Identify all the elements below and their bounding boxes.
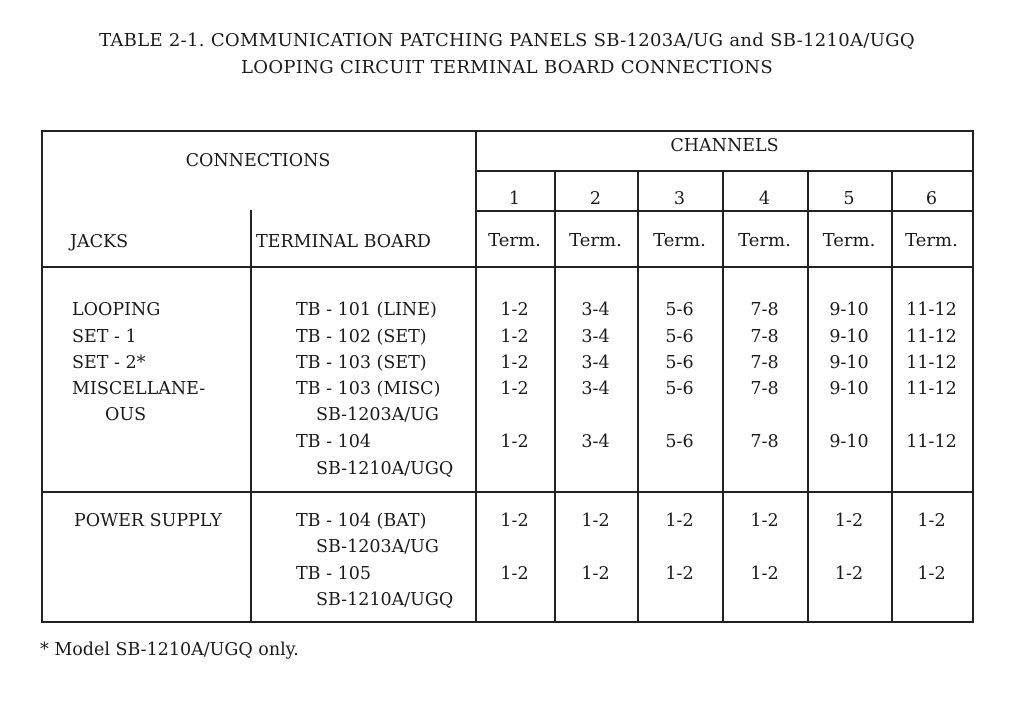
terminal-board: TB - 103 (SET) [296,353,427,373]
jack-label: MISCELLANE- [72,379,206,399]
channel-value: 1-2 [750,511,779,531]
channel-value: 9-10 [829,353,869,373]
channel-value: 1-2 [500,432,529,452]
header-jacks: JACKS [70,232,129,252]
channel-value: 11-12 [906,300,957,320]
channel-value: 1-2 [834,564,864,584]
header-term: Term. [738,230,791,251]
channel-value: 7-8 [750,327,779,347]
channel-value: 9-10 [829,300,869,320]
channel-value: 1-2 [581,564,610,584]
channel-value: 7-8 [750,300,779,320]
jack-label: SET - 2* [72,353,146,373]
channel-value: 1-2 [581,511,610,531]
channel-value: 1-2 [500,353,529,373]
channel-value: 1-2 [500,511,529,531]
channel-value: 5-6 [665,327,694,347]
terminal-board: SB-1210A/UGQ [316,459,454,479]
table-title-line-2: LOOPING CIRCUIT TERMINAL BOARD CONNECTIONS [241,57,773,78]
header-term: Term. [488,230,541,251]
header-term: Term. [653,230,706,251]
channel-value: 1-2 [500,379,529,399]
channel-value: 1-2 [917,564,946,584]
terminal-board: SB-1203A/UG [316,537,439,557]
channel-number: 3 [673,189,686,209]
channel-number: 2 [589,189,602,209]
terminal-board: TB - 102 (SET) [296,327,427,347]
channel-value: 1-2 [665,511,694,531]
terminal-board: TB - 104 (BAT) [296,511,427,531]
table-title-line-1: TABLE 2-1. COMMUNICATION PATCHING PANELS SB-1203A/UG and SB-1210A/UGQ [99,30,915,51]
rule-top [41,130,974,132]
terminal-board: TB - 104 [296,432,371,452]
jack-label: OUS [105,405,147,425]
channel-number: 5 [843,189,855,209]
channel-value: 5-6 [665,432,694,452]
channel-value: 7-8 [750,432,779,452]
header-term: Term. [822,230,876,251]
channel-value: 1-2 [500,327,529,347]
channel-value: 1-2 [500,300,529,320]
terminal-board: SB-1210A/UGQ [316,590,454,610]
channel-value: 9-10 [829,379,869,399]
channel-value: 7-8 [750,353,779,373]
channel-value: 3-4 [581,379,610,399]
channel-value: 3-4 [581,300,610,320]
rule-left [41,130,43,623]
channel-value: 11-12 [906,379,957,399]
rule-header-bottom [41,266,974,268]
footnote: * Model SB-1210A/UGQ only. [40,640,299,660]
channel-value: 1-2 [834,511,864,531]
jack-label: LOOPING [72,300,161,320]
channel-value: 5-6 [665,300,694,320]
channel-value: 11-12 [906,327,957,347]
header-term: Term. [569,230,622,251]
rule-channels [475,170,974,172]
channel-number: 1 [508,189,521,209]
header-channels: CHANNELS [670,136,779,156]
terminal-board: SB-1203A/UG [316,405,439,425]
channel-value: 11-12 [906,353,957,373]
channel-value: 1-2 [500,564,529,584]
connections-table [41,130,974,623]
channel-value: 3-4 [581,327,610,347]
channel-value: 1-2 [750,564,779,584]
jack-label: POWER SUPPLY [74,511,222,531]
channel-value: 11-12 [906,432,957,452]
channel-value: 5-6 [665,353,694,373]
terminal-board: TB - 105 [296,564,371,584]
channel-value: 1-2 [665,564,694,584]
channel-value: 3-4 [581,353,610,373]
channel-value: 7-8 [750,379,779,399]
terminal-board: TB - 101 (LINE) [296,300,437,320]
rule-section [41,491,974,493]
rule-jacks-board [250,210,252,623]
rule-bottom [41,621,974,623]
header-terminal-board: TERMINAL BOARD [256,232,431,252]
channel-number: 4 [758,189,771,209]
channel-value: 9-10 [829,327,869,347]
channel-value: 1-2 [917,511,946,531]
channel-value: 3-4 [581,432,610,452]
channel-value: 5-6 [665,379,694,399]
rule-right [972,130,974,623]
terminal-board: TB - 103 (MISC) [296,379,441,399]
header-connections: CONNECTIONS [185,151,331,171]
channel-value: 9-10 [829,432,869,452]
header-term: Term. [905,230,958,251]
channel-number: 6 [925,189,938,209]
jack-label: SET - 1 [72,327,137,347]
